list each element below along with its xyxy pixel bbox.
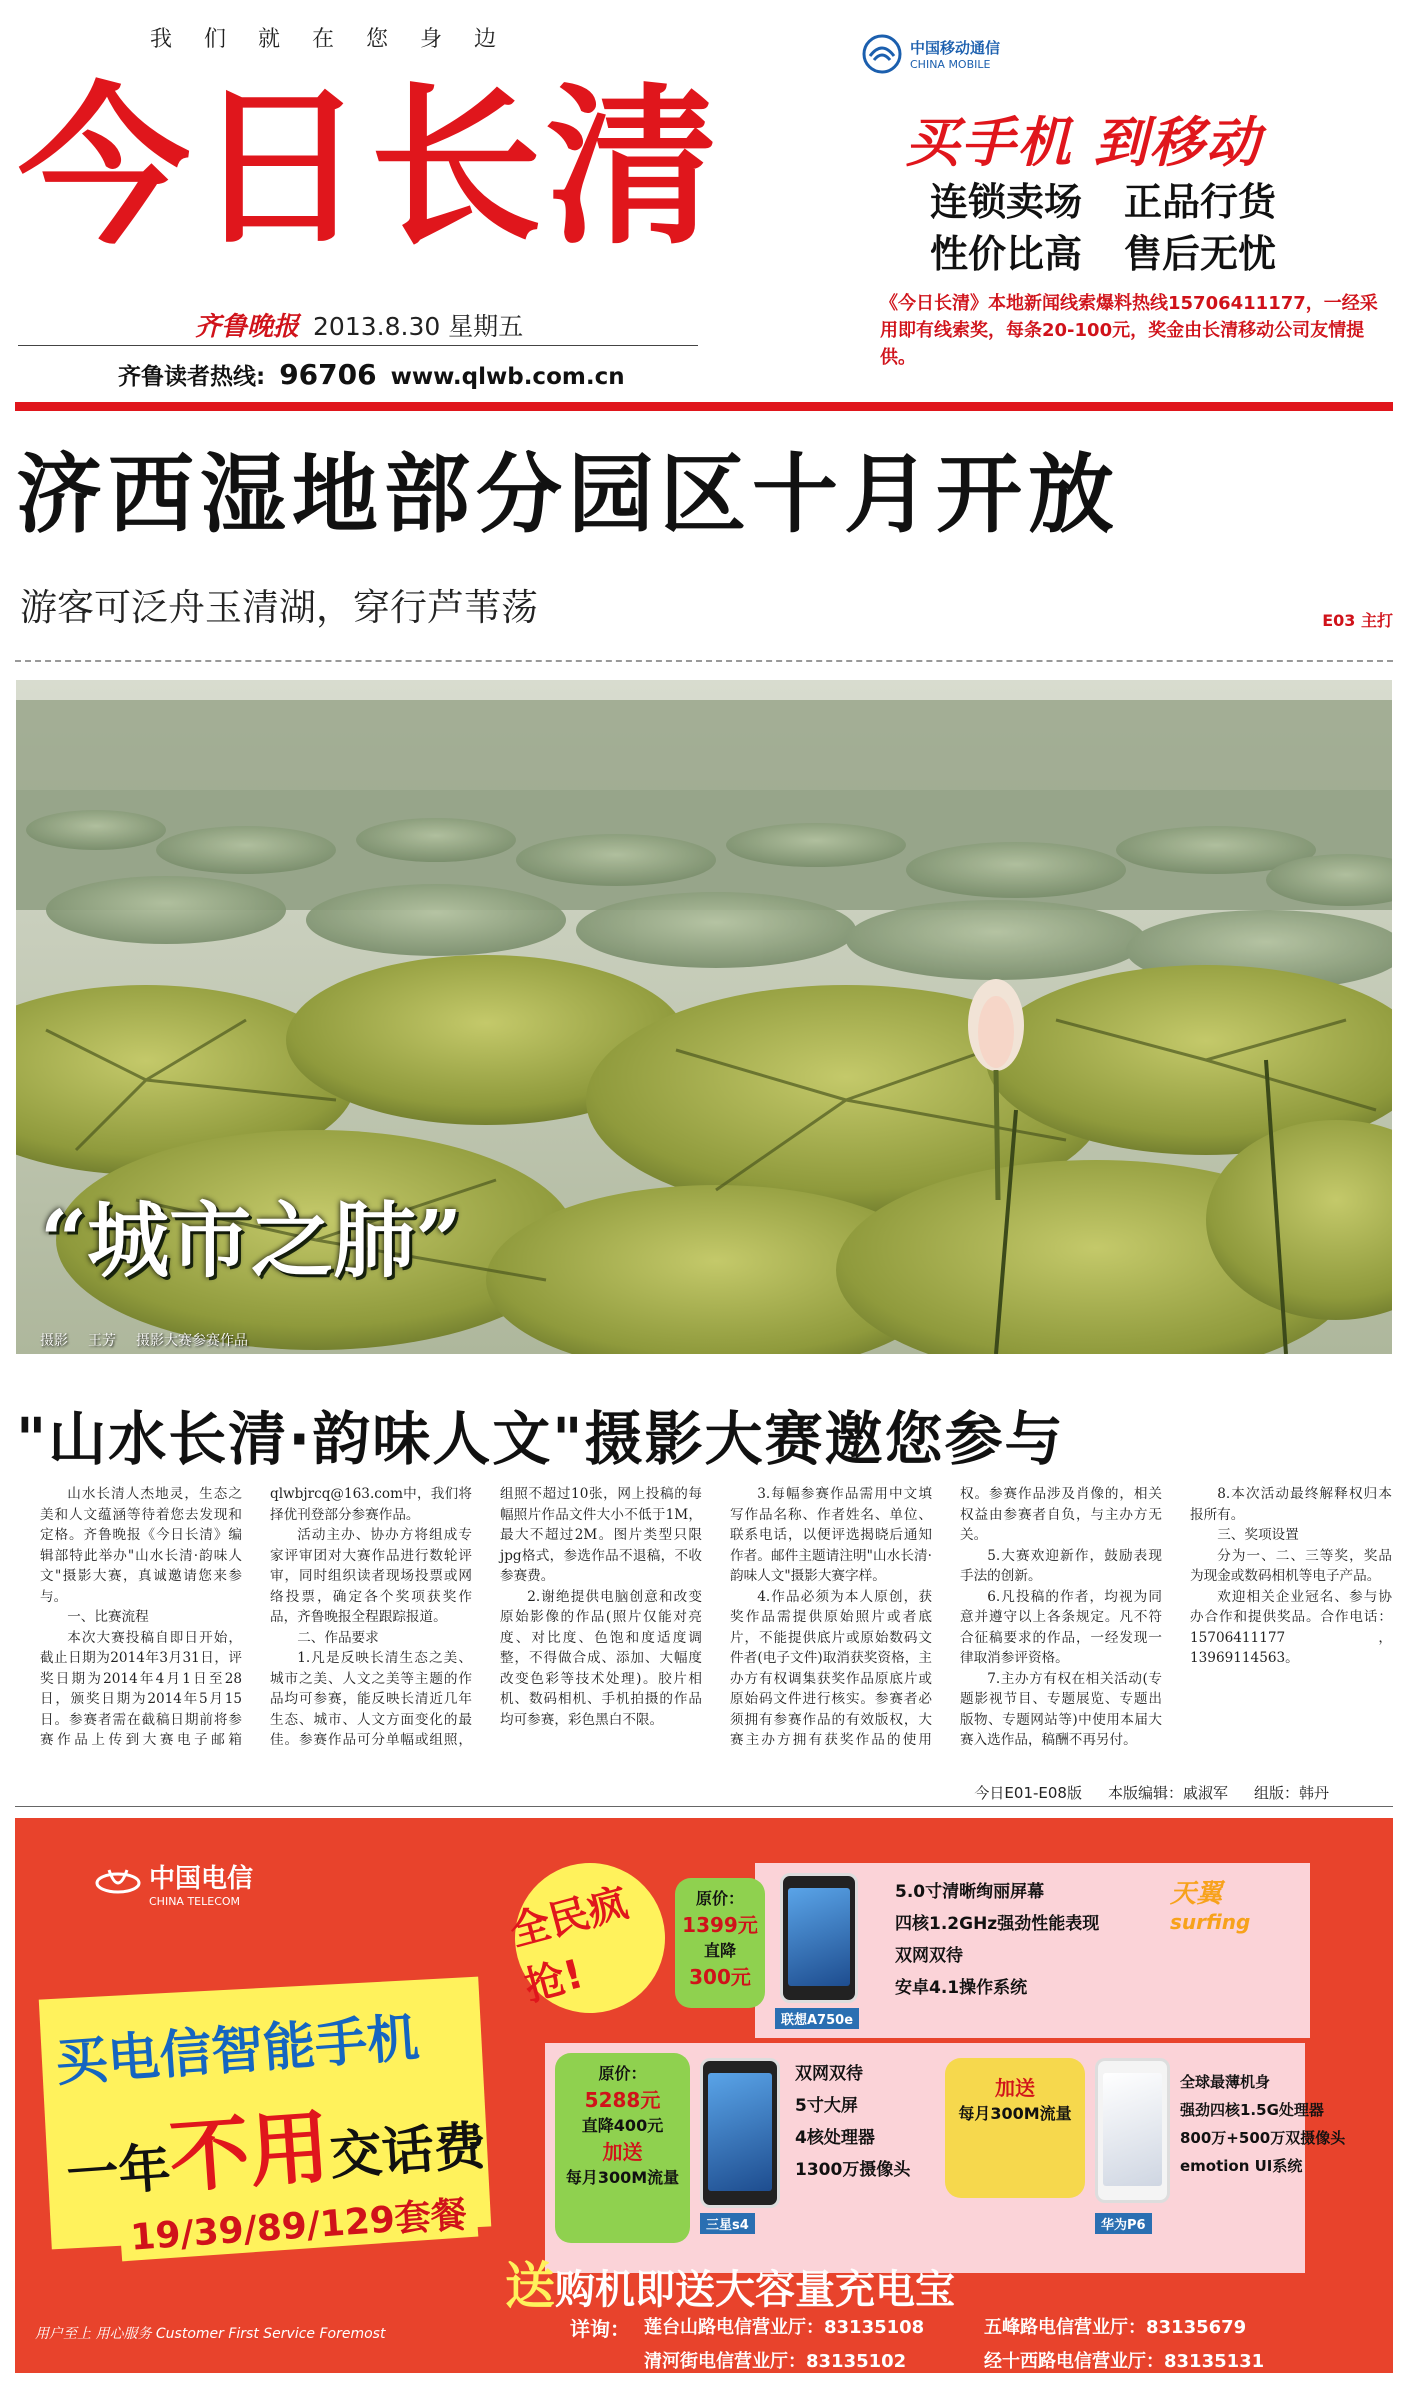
article-paragraph: 欢迎相关企业冠名、参与协办合作和提供奖品。合作电话：15706411177，13969114563。 bbox=[1190, 1588, 1392, 1666]
credit-note: 摄影大赛参赛作品 bbox=[136, 1333, 248, 1349]
edition-range: 今日E01-E08版 bbox=[974, 1784, 1082, 1802]
gift-line bbox=[505, 2246, 955, 2318]
masthead-rule bbox=[18, 345, 698, 346]
china-mobile-icon bbox=[862, 34, 902, 74]
parent-paper-brand: 齐鲁晚报 bbox=[195, 312, 300, 342]
phone3-feature: 强劲四核1.5G处理器 bbox=[1180, 2101, 1324, 2119]
surfing-en: surfing bbox=[1170, 1910, 1251, 1934]
phone1-cut: 300元 bbox=[689, 1965, 751, 1989]
mobile-ad-point: 售后无忧 bbox=[1124, 232, 1277, 276]
china-telecom-icon bbox=[95, 1866, 141, 1900]
phone2-price-label: 原价： bbox=[598, 2064, 647, 2083]
article-paragraph: 2.谢绝提供电脑创意和改变原始影像的作品(照片仅能对亮度、对比度、色饱和度适度调整，不得做合成、添加、大幅度改变色彩等技术处理)。胶片相机、数码相机、手机拍摄的作品均可参赛，彩色黑白不限。 bbox=[500, 1588, 702, 1728]
photo-credit bbox=[40, 1330, 248, 1350]
masthead-red-bar bbox=[15, 402, 1393, 411]
article-paragraph: 5.大赛欢迎新作，鼓励表现手法的创新。 bbox=[960, 1547, 1162, 1584]
phone3-feature: 800万+500万双摄像头 bbox=[1180, 2129, 1346, 2147]
mobile-ad-point: 连锁卖场 bbox=[930, 180, 1083, 224]
promo-headline: 买电信智能手机 bbox=[53, 2008, 422, 2094]
article-paragraph: 1.凡是反映长清生态之美、城市之美、人文之美等主题的作品均可参赛，能反映长清近几年生态、城市、人文方面变化的最佳。参赛作品可分单幅或组照，组照不超过10张，网上投稿的每幅照片作品文件大小不低于1M，最大不超过2M。图片类型只限jpg格式，参选作品不退稿，不收参赛费。 bbox=[270, 1486, 702, 1748]
article-section-heading: 一、比赛流程 bbox=[67, 1609, 149, 1625]
phone2-gift: 每月300M流量 bbox=[565, 2168, 680, 2187]
store-entry: 经十西路电信营业厅：83135131 bbox=[984, 2351, 1265, 2372]
telecom-logo-cn: 中国电信 bbox=[149, 1864, 254, 1894]
article-paragraph: 本次大赛投稿自即日开始，截止日期为2014年3月31日，评奖日期为2014年4月1日至28日，颁奖日期为2014年5月15日。参赛者需在截稿日期前将参赛作品上传到大赛电子邮箱qlwbjrcq@163.com中，我们将择优刊登部分参赛作品。 bbox=[40, 1486, 472, 1748]
gift-line-text: 购机即送大容量充电宝 bbox=[555, 2267, 955, 2313]
phone3-gift: 每月300M流量 bbox=[958, 2104, 1072, 2123]
lead-headline: 济西湿地部分园区十月开放 bbox=[16, 445, 1120, 545]
service-slogan: 用户至上 用心服务 Customer First Service Foremost bbox=[35, 2326, 386, 2342]
news-tip-note: 《今日长清》本地新闻线索爆料热线15706411177，一经采用即有线索奖，每条20-100元，奖金由长清移动公司友情提供。 bbox=[880, 293, 1378, 368]
phone2-feature: 4核处理器 bbox=[795, 2128, 875, 2148]
phone2-image bbox=[700, 2058, 780, 2208]
dateline bbox=[195, 306, 523, 343]
hotline-number: 96706 bbox=[279, 358, 377, 391]
mobile-ad-slogan: 买手机 到移动 bbox=[905, 111, 1262, 174]
article-paragraph: 活动主办、协办方将组成专家评审团对大赛作品进行数轮评审，同时组织读者现场投票或网络投票，确定各个奖项获奖作品，齐鲁晚报全程跟踪报道。 bbox=[270, 1527, 472, 1625]
mobile-ad-point: 性价比高 bbox=[930, 232, 1083, 276]
china-mobile-logo bbox=[862, 34, 1000, 74]
article-paragraph: 分为一、二、三等奖，奖品为现金或数码相机等电子产品。 bbox=[1190, 1547, 1392, 1584]
telecom-logo-en: CHINA TELECOM bbox=[149, 1895, 241, 1908]
store-entry: 清河街电信营业厅：83135102 bbox=[644, 2351, 907, 2372]
phone3-gift-label: 加送 bbox=[995, 2076, 1035, 2100]
article-paragraph: 山水长清人杰地灵，生态之美和人文蕴涵等待着您去发现和定格。齐鲁晚报《今日长清》编辑部特此举办"山水长清·韵味人文"摄影大赛，真诚邀请您来参与。 bbox=[40, 1486, 242, 1605]
edition-info bbox=[974, 1782, 1329, 1803]
masthead-slogan: 我们就在您身边 bbox=[150, 27, 529, 52]
phone1-price-label: 原价： bbox=[695, 1889, 744, 1908]
china-mobile-cn: 中国移动通信 bbox=[910, 39, 1001, 57]
phone2-price: 5288元 bbox=[584, 2088, 661, 2112]
phone1-cut-label: 直降 bbox=[703, 1941, 736, 1960]
plan-tiers: 19/39/89/129套餐 bbox=[119, 2186, 479, 2262]
article-paragraph: 7.主办方有权在相关活动(专题影视节目、专题展览、专题出版物、专题网站等)中使用本届大赛入选作品，稿酬不再另付。 bbox=[960, 1670, 1162, 1748]
phone2-feature: 5寸大屏 bbox=[795, 2096, 858, 2116]
phone1-feature: 5.0寸清晰绚丽屏幕 bbox=[895, 1882, 1045, 1902]
promo-sub-post: 交话费 bbox=[328, 2116, 488, 2188]
china-telecom-logo bbox=[95, 1858, 253, 1908]
ad-divider bbox=[15, 1806, 1393, 1807]
hotline-label: 齐鲁读者热线: bbox=[118, 364, 266, 390]
phone1-feature: 安卓4.1操作系统 bbox=[895, 1978, 1028, 1998]
consult-label: 详询： bbox=[570, 2317, 630, 2341]
photo-caption: “城市之肺” bbox=[40, 1193, 463, 1289]
phone3-features bbox=[1180, 2068, 1345, 2180]
credit-name: 王芳 bbox=[88, 1333, 116, 1349]
mobile-ad-point: 正品行货 bbox=[1124, 180, 1277, 224]
phone3-gift-tag bbox=[945, 2058, 1085, 2198]
newspaper-title: 今日长清 bbox=[18, 67, 722, 268]
phone3-feature: 全球最薄机身 bbox=[1180, 2073, 1271, 2091]
phone1-features bbox=[895, 1876, 1099, 2004]
phone3-image bbox=[1095, 2058, 1170, 2203]
page-editor: 本版编辑：戚淑军 bbox=[1107, 1784, 1228, 1802]
promo-sub-pre: 一年 bbox=[64, 2138, 173, 2206]
china-telecom-ad[interactable] bbox=[15, 1818, 1393, 2373]
phone2-features bbox=[795, 2058, 910, 2186]
store-entry: 莲台山路电信营业厅：83135108 bbox=[644, 2317, 925, 2338]
phone1-model: 联想A750e bbox=[775, 2008, 859, 2029]
lead-subheadline: 游客可泛舟玉清湖，穿行芦苇荡 bbox=[20, 586, 538, 629]
store-entry: 五峰路电信营业厅：83135679 bbox=[984, 2317, 1247, 2338]
phone3-model: 华为P6 bbox=[1095, 2213, 1152, 2234]
phone2-cut: 直降400元 bbox=[581, 2116, 664, 2135]
surfing-cn: 天翼 bbox=[1170, 1879, 1223, 1909]
article-title: "山水长清·韵味人文"摄影大赛邀您参与 bbox=[16, 1405, 1065, 1473]
china-mobile-en: CHINA MOBILE bbox=[910, 58, 991, 71]
gift-line-pre: 送 bbox=[505, 2257, 555, 2315]
phone2-gift-label: 加送 bbox=[602, 2140, 643, 2164]
mobile-ad-points bbox=[930, 176, 1276, 280]
page-reference[interactable]: E03 主打 bbox=[1322, 611, 1393, 630]
phone1-price: 1399元 bbox=[682, 1913, 758, 1937]
article-paragraph: 8.本次活动最终解释权归本报所有。 bbox=[1190, 1486, 1392, 1523]
surfing-logo bbox=[1170, 1873, 1250, 1934]
reader-hotline bbox=[118, 358, 625, 391]
phone2-feature: 双网双待 bbox=[795, 2064, 863, 2084]
phone2-price-tag bbox=[555, 2053, 690, 2243]
phone1-feature: 双网双待 bbox=[895, 1946, 963, 1966]
article-paragraph: 6.凡投稿的作者，均视为同意并遵守以上各条规定。凡不符合征稿要求的作品，一经发现一律取消参评资格。 bbox=[960, 1588, 1162, 1666]
article-body bbox=[40, 1484, 1392, 1760]
article-paragraph: 4.作品必须为本人原创，获奖作品需提供原始照片或者底片，不能提供底片或原始数码文件者(电子文件)取消获奖资格，主办方有权调集获奖作品原底片或原始码文件进行核实。参赛者必须拥有参赛作品的有效版权，大赛主办方拥有获奖作品的使用权。参赛作品涉及肖像的，相关权益由参赛者自负，与主办方无关。 bbox=[730, 1486, 1162, 1748]
article-paragraph: 3.每幅参赛作品需用中文填写作品名称、作者姓名、单位、联系电话，以便评选揭晓后通知作者。邮件主题请注明"山水长清·韵味人文"摄影大赛字样。 bbox=[730, 1486, 932, 1584]
phone2-model: 三星s4 bbox=[700, 2213, 755, 2234]
article-section-heading: 二、作品要求 bbox=[297, 1629, 379, 1646]
phone3-feature: emotion UI系统 bbox=[1180, 2157, 1303, 2175]
phone1-image bbox=[780, 1873, 858, 2003]
article-section-heading: 三、奖项设置 bbox=[1217, 1527, 1299, 1543]
website-link[interactable]: www.qlwb.com.cn bbox=[390, 364, 625, 390]
page-designer: 组版：韩丹 bbox=[1253, 1784, 1329, 1802]
phone1-feature: 四核1.2GHz强劲性能表现 bbox=[895, 1914, 1100, 1934]
credit-label: 摄影 bbox=[40, 1333, 68, 1349]
issue-date: 2013.8.30 星期五 bbox=[313, 312, 524, 341]
store-list bbox=[570, 2313, 1304, 2373]
phone2-feature: 1300万摄像头 bbox=[795, 2160, 911, 2180]
phone1-price-tag bbox=[675, 1878, 765, 2008]
promo-burst: 全民疯抢! bbox=[498, 1846, 682, 2030]
dashed-divider bbox=[15, 660, 1393, 662]
promo-sub-big: 不用 bbox=[166, 2100, 333, 2205]
